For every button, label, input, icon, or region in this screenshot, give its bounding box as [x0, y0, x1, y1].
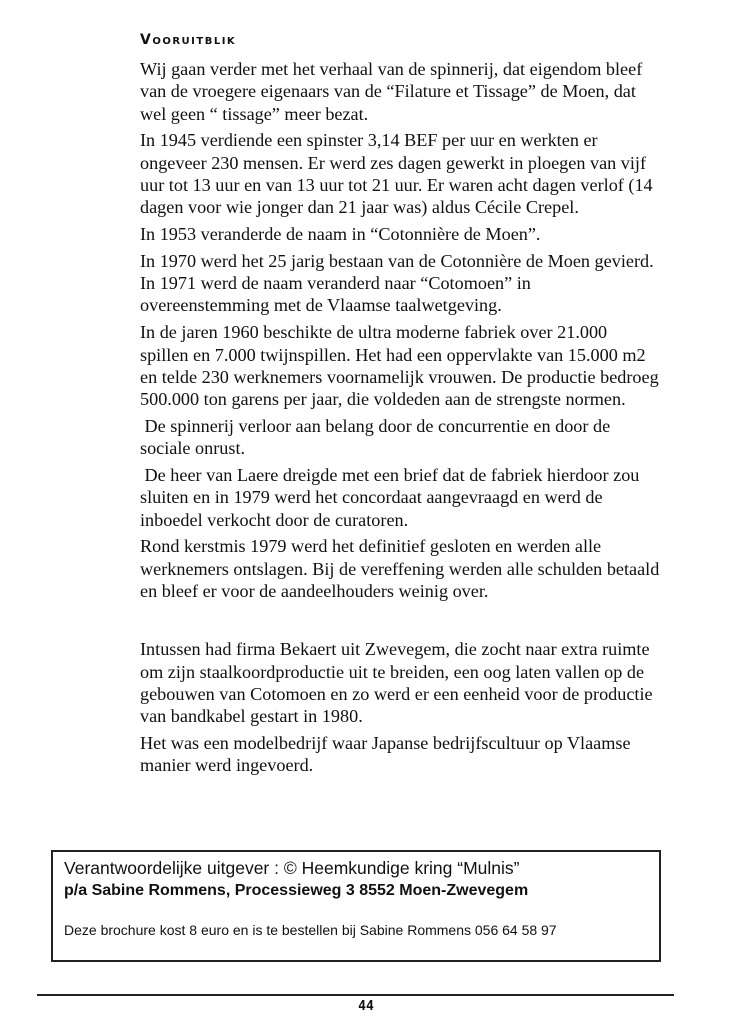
paragraph: In 1970 werd het 25 jarig bestaan van de Cotonnière de Moen gevierd. In 1971 werd de naam veranderd naar “Cotomoen” in overeenstemming met de Vlaamse taalwetgeving.	[140, 250, 654, 316]
publisher-address: p/a Sabine Rommens, Processieweg 3 8552 Moen-Zwevegem	[64, 882, 529, 899]
publisher-box	[51, 850, 661, 962]
paragraph: De heer van Laere dreigde met een brief dat de fabriek hierdoor zou sluiten en in 1979 werd het concordaat aangevraagd en werd de inboedel verkocht door de curatoren.	[140, 465, 644, 530]
publisher-line: Verantwoordelijke uitgever : © Heemkundige kring “Mulnis”	[64, 858, 520, 878]
paragraph: In 1953 veranderde de naam in “Cotonnière de Moen”.	[140, 224, 541, 245]
paragraph: In 1945 verdiende een spinster 3,14 BEF per uur en werkten er ongeveer 230 mensen. Er werd zes dagen gewerkt in ploegen van vijf uur tot 13 uur en van 13 uur tot 21 uur. Er waren acht dagen verlof (14 dagen voor wie jonger dan 21 jaar was) aldus Cécile Crepel.	[140, 130, 653, 218]
paragraph: Wij gaan verder met het verhaal van de spinnerij, dat eigendom bleef van de vroegere eigenaars van de “Filature et Tissage” de Moen, dat wel geen “ tissage” meer bezat.	[140, 59, 643, 124]
section-heading: Vooruitblik	[140, 32, 237, 48]
paragraph: Het was een modelbedrijf waar Japanse bedrijfscultuur op Vlaamse manier werd ingevoerd.	[140, 733, 631, 776]
paragraph: Rond kerstmis 1979 werd het definitief gesloten en werden alle werknemers ontslagen. Bij de vereffening werden alle schulden betaald en bleef er voor de aandeelhouders weinig over.	[140, 536, 660, 602]
footer-rule	[37, 994, 674, 996]
article-body	[140, 58, 660, 781]
order-info: Deze brochure kost 8 euro en is te bestellen bij Sabine Rommens 056 64 58 97	[64, 922, 557, 938]
page-number: 44	[358, 999, 374, 1014]
paragraph: De spinnerij verloor aan belang door de concurrentie en door de sociale onrust.	[140, 415, 615, 459]
paragraph: Intussen had firma Bekaert uit Zwevegem, die zocht naar extra ruimte om zijn staalkoordproductie uit te breiden, een oog laten vallen op de gebouwen van Cotomoen en zo werd er een eenheid voor de productie van bandkabel gestart in 1980.	[140, 639, 653, 727]
paragraph: In de jaren 1960 beschikte de ultra moderne fabriek over 21.000 spillen en 7.000 twijnspillen. Het had een oppervlakte van 15.000 m2 en telde 230 werknemers voornamelijk vrouwen. De productie bedroeg 500.000 ton garens per jaar, die voldeden aan de strengste normen.	[140, 322, 659, 410]
